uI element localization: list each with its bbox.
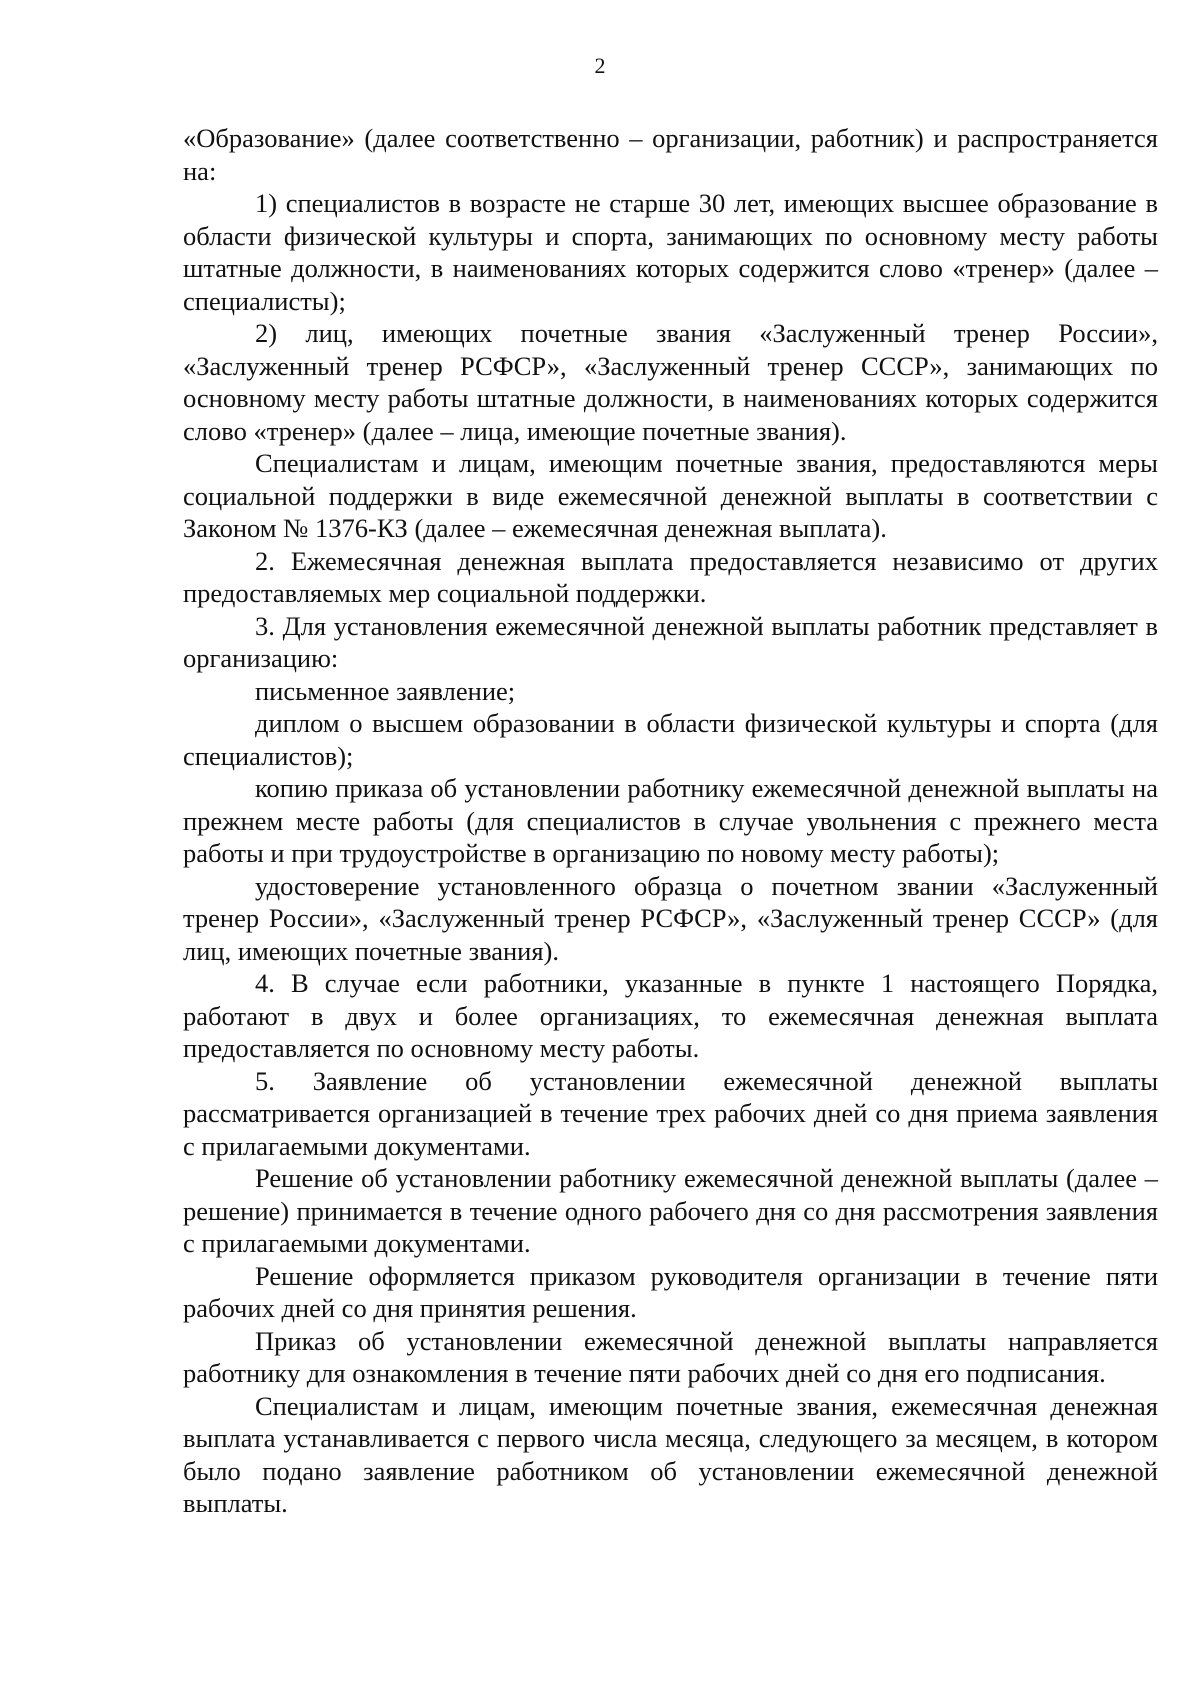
paragraph-decision-order: Решение оформляется приказом руководителя организации в течение пяти рабочих дней со дня принятия решения. <box>183 1260 1158 1323</box>
paragraph-doc-diploma: диплом о высшем образовании в области физической культуры и спорта (для специалистов); <box>183 708 1158 771</box>
document-body <box>183 122 1158 1520</box>
paragraph-section-3: 3. Для установления ежемесячной денежной выплаты работник представляет в организацию: <box>183 610 1158 673</box>
paragraph-doc-certificate: удостоверение установленного образца о почетном звании «Заслуженный тренер России», «Заслуженный тренер РСФСР», «Заслуженный тренер СССР» (для лиц, имеющих почетные звания). <box>183 870 1158 966</box>
paragraph-section-2: 2. Ежемесячная денежная выплата предоставляется независимо от других предоставляемых мер социальной поддержки. <box>183 545 1158 608</box>
paragraph-order-notification: Приказ об установлении ежемесячной денежной выплаты направляется работнику для ознакомления в течение пяти рабочих дней со дня его подписания. <box>183 1325 1158 1388</box>
paragraph-doc-application: письменное заявление; <box>255 675 516 706</box>
paragraph-intro: «Образование» (далее соответственно – организации, работник) и распространяется на: <box>183 123 1158 186</box>
paragraph-payment-start: Специалистам и лицам, имеющим почетные звания, ежемесячная денежная выплата устанавливается с первого числа месяца, следующего за месяцем, в котором было подано заявление работником об установлении ежемесячной денежной выплаты. <box>183 1390 1158 1518</box>
paragraph-doc-order-copy: копию приказа об установлении работнику ежемесячной денежной выплаты на прежнем месте работы (для специалистов в случае увольнения с прежнего места работы и при трудоустройстве в организацию по новому месту работы); <box>183 773 1158 868</box>
paragraph-support-measures: Специалистам и лицам, имеющим почетные звания, предоставляются меры социальной поддержки в виде ежемесячной денежной выплаты в соответствии с Законом № 1376-КЗ (далее – ежемесячная денежная выплата). <box>183 448 1158 543</box>
paragraph-section-5: 5. Заявление об установлении ежемесячной денежной выплаты рассматривается организацией в течение трех рабочих дней со дня приема заявления с прилагаемыми документами. <box>183 1065 1158 1161</box>
paragraph-section-4: 4. В случае если работники, указанные в пункте 1 настоящего Порядка, работают в двух и более организациях, то ежемесячная денежная выплата предоставляется по основному месту работы. <box>183 968 1158 1063</box>
paragraph-item-1-specialists: 1) специалистов в возрасте не старше 30 лет, имеющих высшее образование в области физической культуры и спорта, занимающих по основному месту работы штатные должности, в наименованиях которых содержится слово «тренер» (далее – специалисты); <box>183 188 1158 316</box>
paragraph-item-2-honorary: 2) лиц, имеющих почетные звания «Заслуженный тренер России», «Заслуженный тренер РСФСР», «Заслуженный тренер СССР», занимающих по основному месту работы штатные должности, в наименованиях которых содержится слово «тренер» (далее – лица, имеющие почетные звания). <box>183 318 1158 446</box>
page-number: 2 <box>594 53 606 78</box>
paragraph-decision: Решение об установлении работнику ежемесячной денежной выплаты (далее – решение) принимается в течение одного рабочего дня со дня рассмотрения заявления с прилагаемыми документами. <box>183 1163 1158 1258</box>
